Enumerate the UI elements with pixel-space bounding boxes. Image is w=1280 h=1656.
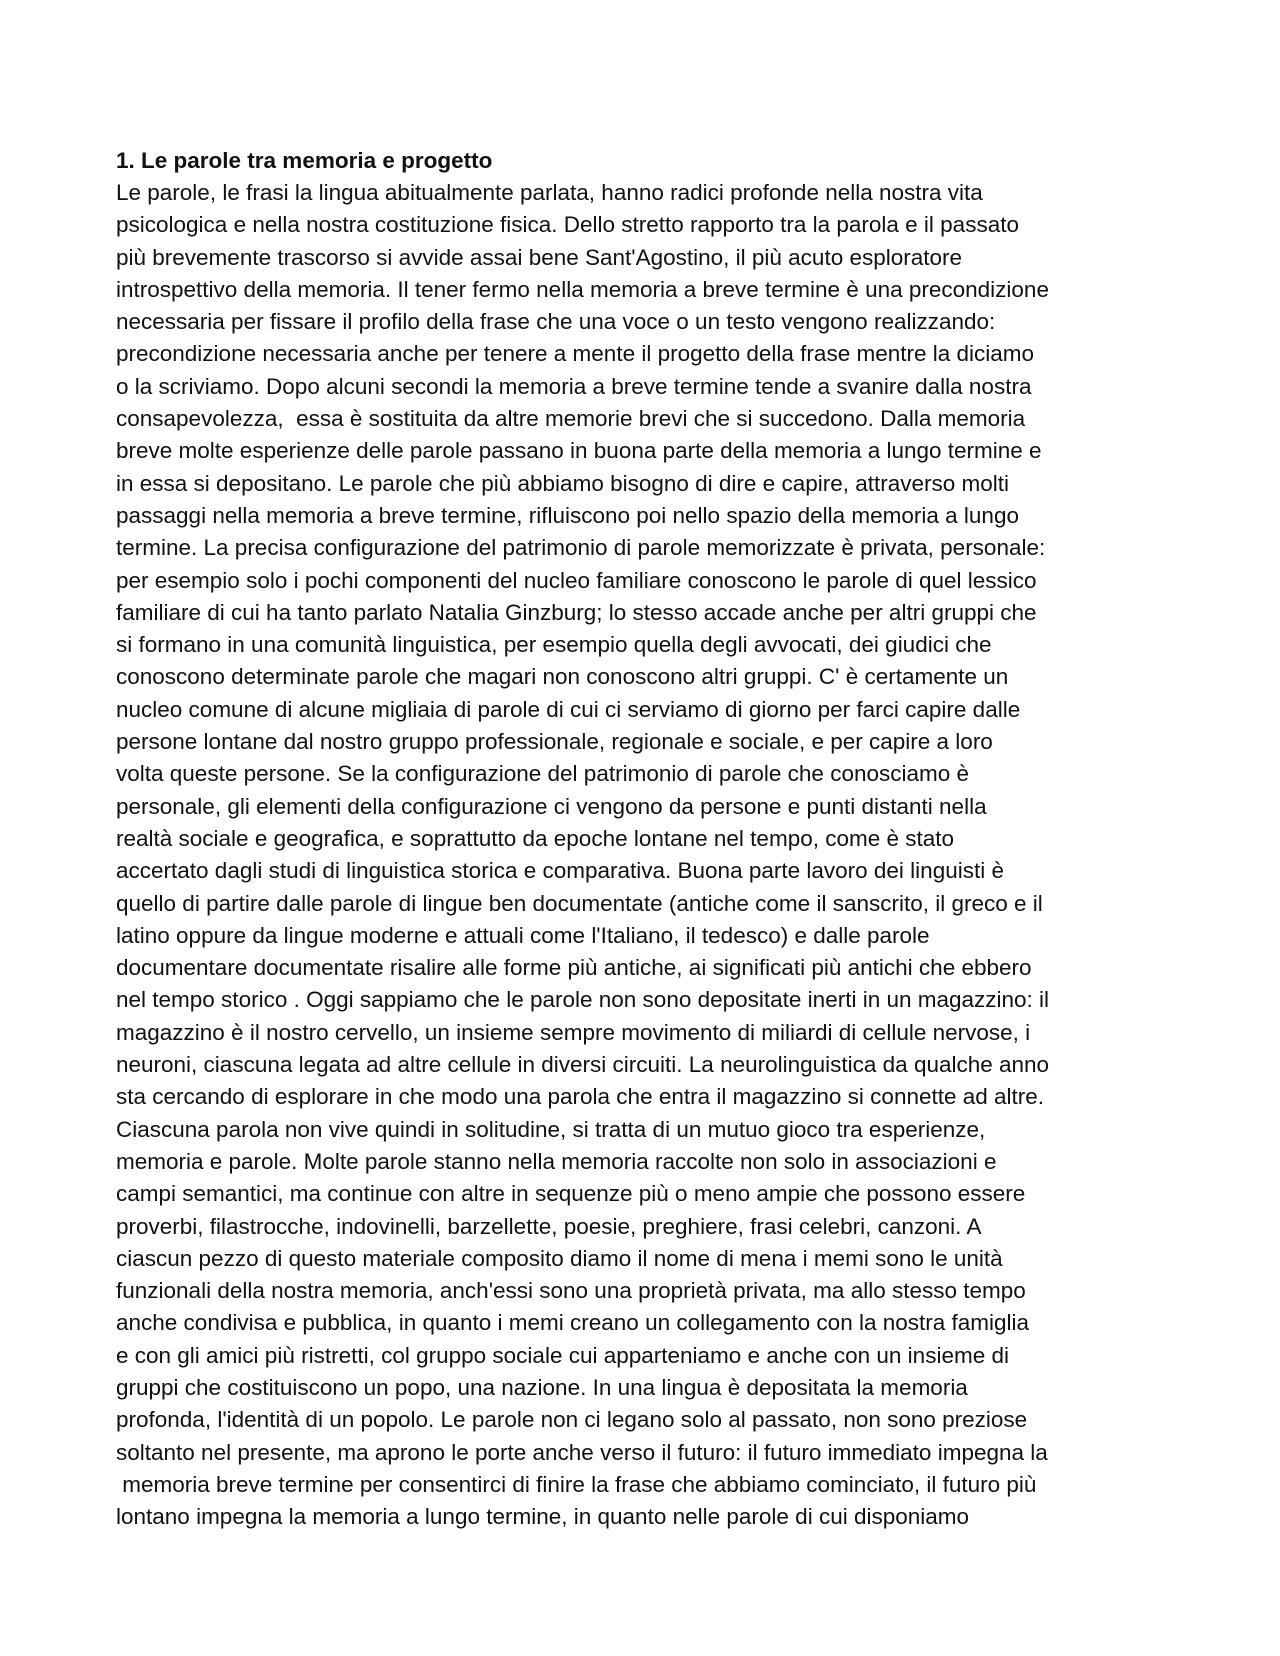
- text-line: neuroni, ciascuna legata ad altre cellule in diversi circuiti. La neurolinguistica da qualche anno: [116, 1052, 1050, 1078]
- text-line: passaggi nella memoria a breve termine, rifluiscono poi nello spazio della memoria a lungo: [116, 502, 1019, 528]
- text-line: latino oppure da lingue moderne e attuali come l'Italiano, il tedesco) e dalle parole: [116, 922, 930, 948]
- text-line: o la scriviamo. Dopo alcuni secondi la memoria a breve termine tende a svanire dalla nostra: [116, 373, 1032, 399]
- text-line: precondizione necessaria anche per tenere a mente il progetto della frase mentre la diciamo: [116, 341, 1035, 367]
- text-line: memoria e parole. Molte parole stanno nella memoria raccolte non solo in associazioni e: [116, 1148, 997, 1174]
- text-line: persone lontane dal nostro gruppo professionale, regionale e sociale, e per capire a loro: [116, 729, 993, 755]
- text-line: Le parole, le frasi la lingua abitualmente parlata, hanno radici profonde nella nostra vita: [116, 180, 983, 205]
- text-line: soltanto nel presente, ma aprono le porte anche verso il futuro: il futuro immediato impegna la: [116, 1439, 1048, 1465]
- text-line: psicologica e nella nostra costituzione fisica. Dello stretto rapporto tra la parola e il passato: [116, 212, 1019, 238]
- text-line: Ciascuna parola non vive quindi in solitudine, si tratta di un mutuo gioco tra esperienze,: [116, 1116, 986, 1142]
- text-line: breve molte esperienze delle parole passano in buona parte della memoria a lungo termine e: [116, 438, 1042, 464]
- text-line: campi semantici, ma continue con altre in sequenze più o meno ampie che possono essere: [116, 1181, 1026, 1207]
- text-line: quello di partire dalle parole di lingue ben documentate (antiche come il sanscrito, il greco e il: [116, 890, 1043, 916]
- text-line: familiare di cui ha tanto parlato Natalia Ginzburg; lo stesso accade anche per altri gruppi che: [116, 599, 1037, 625]
- text-line: e con gli amici più ristretti, col gruppo sociale cui apparteniamo e anche con un insieme di: [116, 1342, 1009, 1368]
- text-line: realtà sociale e geografica, e soprattutto da epoche lontane nel tempo, come è stato: [116, 825, 955, 851]
- text-line: lontano impegna la memoria a lungo termine, in quanto nelle parole di cui disponiamo: [116, 1504, 970, 1530]
- text-line: in essa si depositano. Le parole che più abbiamo bisogno di dire e capire, attraverso molti: [116, 470, 1010, 496]
- text-line: personale, gli elementi della configurazione ci vengono da persone e punti distanti nella: [116, 793, 987, 819]
- text-line: sta cercando di esplorare in che modo una parola che entra il magazzino si connette ad altre.: [116, 1084, 1045, 1110]
- text-line: documentare documentate risalire alle forme più antiche, ai significati più antichi che ebbero: [116, 955, 1032, 981]
- text-line: termine. La precisa configurazione del patrimonio di parole memorizzate è privata, personale:: [116, 535, 1046, 561]
- text-line: ciascun pezzo di questo materiale composito diamo il nome di mena i memi sono le unità: [116, 1245, 1003, 1271]
- text-line: anche condivisa e pubblica, in quanto i memi creano un collegamento con la nostra famiglia: [116, 1310, 1030, 1336]
- text-line: più brevemente trascorso si avvide assai bene Sant'Agostino, il più acuto esploratore: [116, 244, 963, 270]
- text-line: gruppi che costituiscono un popo, una nazione. In una lingua è depositata la memoria: [116, 1374, 968, 1400]
- section-heading: 1. Le parole tra memoria e progetto: [116, 148, 493, 173]
- text-line: profonda, l'identità di un popolo. Le parole non ci legano solo al passato, non sono preziose: [116, 1407, 1028, 1433]
- text-line: necessaria per fissare il profilo della frase che una voce o un testo vengono realizzando:: [116, 309, 996, 335]
- text-line: nel tempo storico . Oggi sappiamo che le parole non sono depositate inerti in un magazzino: il: [116, 987, 1050, 1013]
- text-line: conoscono determinate parole che magari non conoscono altri gruppi. C' è certamente un: [116, 664, 1009, 690]
- body-paragraph: [116, 177, 1180, 1533]
- text-line: proverbi, filastrocche, indovinelli, barzellette, poesie, preghiere, frasi celebri, canzoni. A: [116, 1213, 982, 1239]
- text-line: si formano in una comunità linguistica, per esempio quella degli avvocati, dei giudici che: [116, 632, 992, 658]
- text-line: volta queste persone. Se la configurazione del patrimonio di parole che conosciamo è: [116, 761, 970, 787]
- text-line: introspettivo della memoria. Il tener fermo nella memoria a breve termine è una precondizione: [116, 276, 1049, 302]
- text-line: per esempio solo i pochi componenti del nucleo familiare conoscono le parole di quel lessico: [116, 567, 1037, 593]
- text-line: memoria breve termine per consentirci di finire la frase che abbiamo cominciato, il futuro più: [116, 1471, 1037, 1497]
- document-content: [116, 145, 1180, 1533]
- text-line: nucleo comune di alcune migliaia di parole di cui ci serviamo di giorno per farci capire dalle: [116, 696, 1021, 722]
- text-line: funzionali della nostra memoria, anch'essi sono una proprietà privata, ma allo stesso tempo: [116, 1278, 1026, 1304]
- text-line: accertato dagli studi di linguistica storica e comparativa. Buona parte lavoro dei linguisti è: [116, 858, 1004, 884]
- text-line: consapevolezza, essa è sostituita da altre memorie brevi che si succedono. Dalla memoria: [116, 406, 1026, 432]
- text-line: magazzino è il nostro cervello, un insieme sempre movimento di miliardi di cellule nervose, i: [116, 1019, 1031, 1045]
